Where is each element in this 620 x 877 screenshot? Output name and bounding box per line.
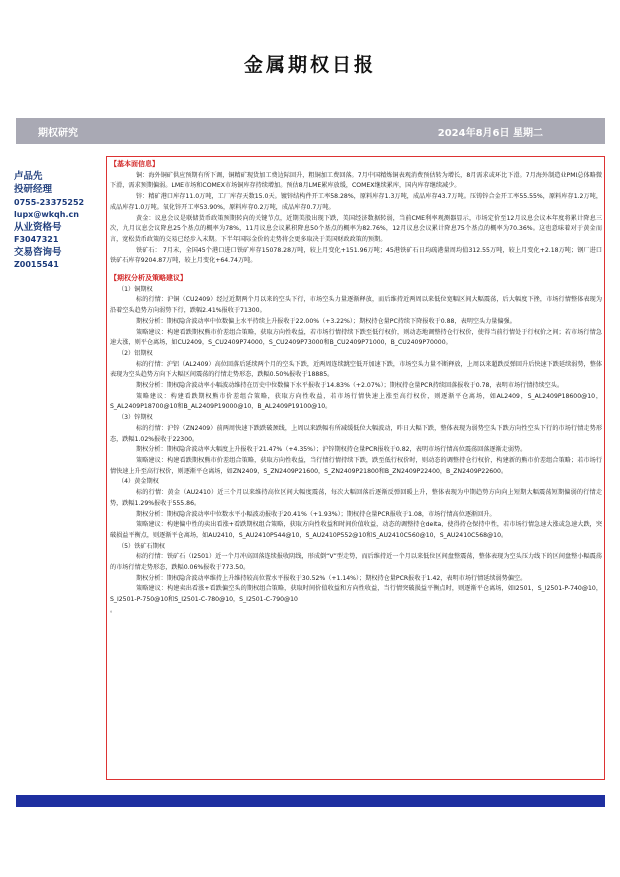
zinc-options-heading: （3）锌期权	[118, 414, 153, 422]
zinc-market: 标的行情：沪锌（ZN2409）前两周快速下跌跌破颈线，上周以来跌幅有所减缓低位大幅波动，昨日大幅下跌，整体表现为弱势空头下跌方向性空头下行的市场行情走势形态，跌幅1.02%报收于22300。	[110, 424, 602, 443]
license-number: F3047321	[14, 235, 59, 244]
iron-ore-fundamentals: 铁矿石： 7月末，全国45个港口进口铁矿库存15078.28万吨，较上月变化+151.96万吨；45港铁矿石日均疏港量周均值312.55万吨，较上月变化+2.18万吨；钢厂进口铁矿石库存9204.87万吨，较上月变化+64.74万吨。	[110, 246, 602, 265]
section-banner	[16, 118, 605, 144]
zinc-fundamentals: 锌：精矿港口库存11.0万吨，工厂库存天数15.0天。镀锌结构件开工率58.28%，原料库存1.3万吨，成品库存43.7万吨。压铸锌合金开工率55.55%，原料库存1.2万吨，成品库存1.0万吨。氧化锌开工率53.90%，原料库存0.2万吨，成品库存0.7万吨。	[110, 193, 602, 211]
copper-fundamentals: 铜：海外铜矿供应预期有所下调，铜精矿现货加工费边际回升，粗铜加工费回落。7月中国精炼铜表观消费预估转为增长，8月需求或环比下滑。7月海外制造业PMI总体略微下滑，需求预期偏弱。LME市场和COMEX市场铜库存持续增加。预估8月LME累库放缓，COMEX继续累库，国内库存继续减少。	[110, 171, 602, 190]
banner-category: 期权研究	[38, 128, 78, 139]
copper-market: 标的行情：沪铜（CU2409）经过近期两个月以来的空头下行，市场空头力量逐渐释放，而后维持近两周以来低位宽幅区间大幅震荡，后大幅度下挫，市场行情整体表现为沿着空头趋势方向弱势下行，跌幅2.41%报收于71300。	[110, 296, 602, 315]
page-title: 金属期权日报	[243, 54, 376, 76]
iron-ore-analysis: 期权分析：期权隐含波动率维持上升维持较高位置水平报收于30.52%（+1.14%）；期权持仓量PCR报收于1.42，表明市场行情延续弱势偏空。	[136, 574, 527, 582]
zinc-analysis: 期权分析：期权隐含波动率大幅度上升报收于21.47%（+4.35%）；沪锌期权持仓量PCR报收于0.82，表明市场行情高位震荡回落逐渐走弱势。	[136, 446, 527, 454]
consult-label: 交易咨询号	[14, 247, 62, 258]
aluminum-strategy: 策略建议：构建看跌期权熊市价差组合策略，获取方向性收益，若市场行情快速上涨至高行权价，则逐渐平仓离场，如AL2409，S_AL2409P18600@10，S_AL2409P18700@10和B_AL2409P19000@10，B_AL2409P19100@10。	[110, 392, 602, 411]
copper-options-heading: （1）铜期权	[118, 285, 153, 293]
gold-strategy: 策略建议：构建偏中性的卖出看涨+看跌期权组合策略，获取方向性收益和时间价值收益，动态的调整持仓delta，使得持仓保持中性，若市场行情急速大涨或急速大跌，突破损益平衡点，则逐渐平仓离场，如AU2410，S_AU2410P544@10，S_AU2410P552@10和S_AU2410C560@10，S_AU2410C568@10。	[110, 521, 602, 539]
license-label: 从业资格号	[14, 222, 62, 233]
zinc-strategy: 策略建议：构建看跌期权熊市价差组合策略，获取方向性收益，当行情行情持续下跌，跌至低行权价时，则动态的调整持仓行权价，构建新的熊市价差组合策略；若市场行情快速上升至高行权价，则逐渐平仓离场，如ZN2409，S_ZN2409P21600，S_ZN2409P21800和B_ZN2409P22400，B_ZN2409P22600。	[110, 456, 602, 475]
copper-analysis: 期权分析：期权隐含波动率中位数偏上水平持续上升报收于22.00%（+3.22%）；期权持仓量PC持续下降报收于0.88，表明空头力量偏强。	[136, 317, 516, 325]
consult-number: Z0015541	[14, 260, 59, 269]
fundamentals-heading: 【基本面信息】	[110, 160, 159, 168]
gold-options-heading: （4）黄金期权	[118, 478, 159, 486]
analyst-email: lupx@wkqh.cn	[14, 210, 79, 219]
aluminum-analysis: 期权分析：期权隐含波动率小幅波动维持在历史中位数偏下水平报收于14.83%（+2.07%）；期权持仓量PCR持续回落报收于0.78，表明市场行情持续空头。	[136, 382, 564, 390]
analyst-role: 投研经理	[14, 184, 53, 195]
analyst-sidebar	[14, 170, 106, 271]
gold-market: 标的行情：黄金（AU2410）近三个月以来维持高位区间大幅度震荡，每次大幅回落后逐渐反弹回暖上升，整体表现为中期趋势方向向上短期大幅震荡短期偏弱的行情走势，跌幅1.29%报收于555.86。	[110, 489, 602, 507]
aluminum-market: 标的行情：沪铝（AL2409）高位回落后延续两个月的空头下跌，近两周连续跳空低开加速下跌，市场空头力量不断释放，上周以来超跌反弹回升后快速下跌延续弱势，整体表现为空头趋势方向下大幅区间震荡的行情走势形态，跌幅0.50%报收于18885。	[110, 360, 602, 379]
iron-ore-strategy: 策略建议：构建卖出看涨+看跌偏空头的期权组合策略，获取时间价值收益和方向性收益，当行情突破损益平衡点时，则逐渐平仓离场，如I2501，S_I2501-P-740@10，S_I2501-P-750@10和S_I2501-C-780@10，S_I2501-C-790@10	[110, 585, 602, 604]
gold-analysis: 期权分析：期权隐含波动率中位数水平小幅波动报收于20.41%（+1.93%）；期权持仓量PCR报收于1.08，市场行情高位逐渐回升。	[136, 510, 496, 518]
analyst-name: 卢品先	[14, 171, 43, 182]
iron-ore-options-heading: （5）铁矿石期权	[118, 542, 165, 550]
report-content-frame	[106, 156, 605, 780]
iron-ore-market: 标的行情：铁矿石（I2501）近一个月冲高回落连续报收阴线，形成倒“V”型走势，而后维持近一个月以来低位区间盘整震荡，整体表现为空头压力线下的区间盘整小幅震荡的市场行情走势形态，跌幅0.06%报收于773.50。	[110, 553, 602, 572]
footer-bar	[16, 795, 605, 807]
analyst-phone: 0755-23375252	[14, 198, 85, 207]
strategy-heading: 【期权分析及策略建议】	[110, 274, 187, 283]
gold-fundamentals: 黄金：议息会议是联储货币政策预期转向的关键节点，近期美股出现下跌，美国经济数据转弱，当前CME利率观测器显示，市场定价至12月议息会议本年度将累计降息三次，九月议息会议降息25个基点的概率为78%，11月议息会议累积降息50个基点的概率为82.76%，12月议息会议累计降息75个基点的概率为70.36%。这也意味着对于黄金而言，宽松货币政策的交易已经步入末期。下半年国际金价的走势将会更多取决于美国财政政策的预期。	[110, 214, 602, 243]
copper-strategy: 策略建议：构建看跌期权熊市价差组合策略，获取方向性收益，若市场行情持续下跌至低行权价，则动态地调整持仓行权价，使得当前行情处于行权价之间；若市场行情急速大涨，则平仓离场，如CU2409，S_CU2409P74000，S_CU2409P73000和B_CU2409P71000，B_CU2409P70000。	[110, 328, 602, 347]
aluminum-options-heading: （2）铝期权	[118, 349, 153, 357]
end-mark: 。	[110, 606, 117, 614]
banner-date: 2024年8月6日 星期二	[437, 128, 543, 139]
